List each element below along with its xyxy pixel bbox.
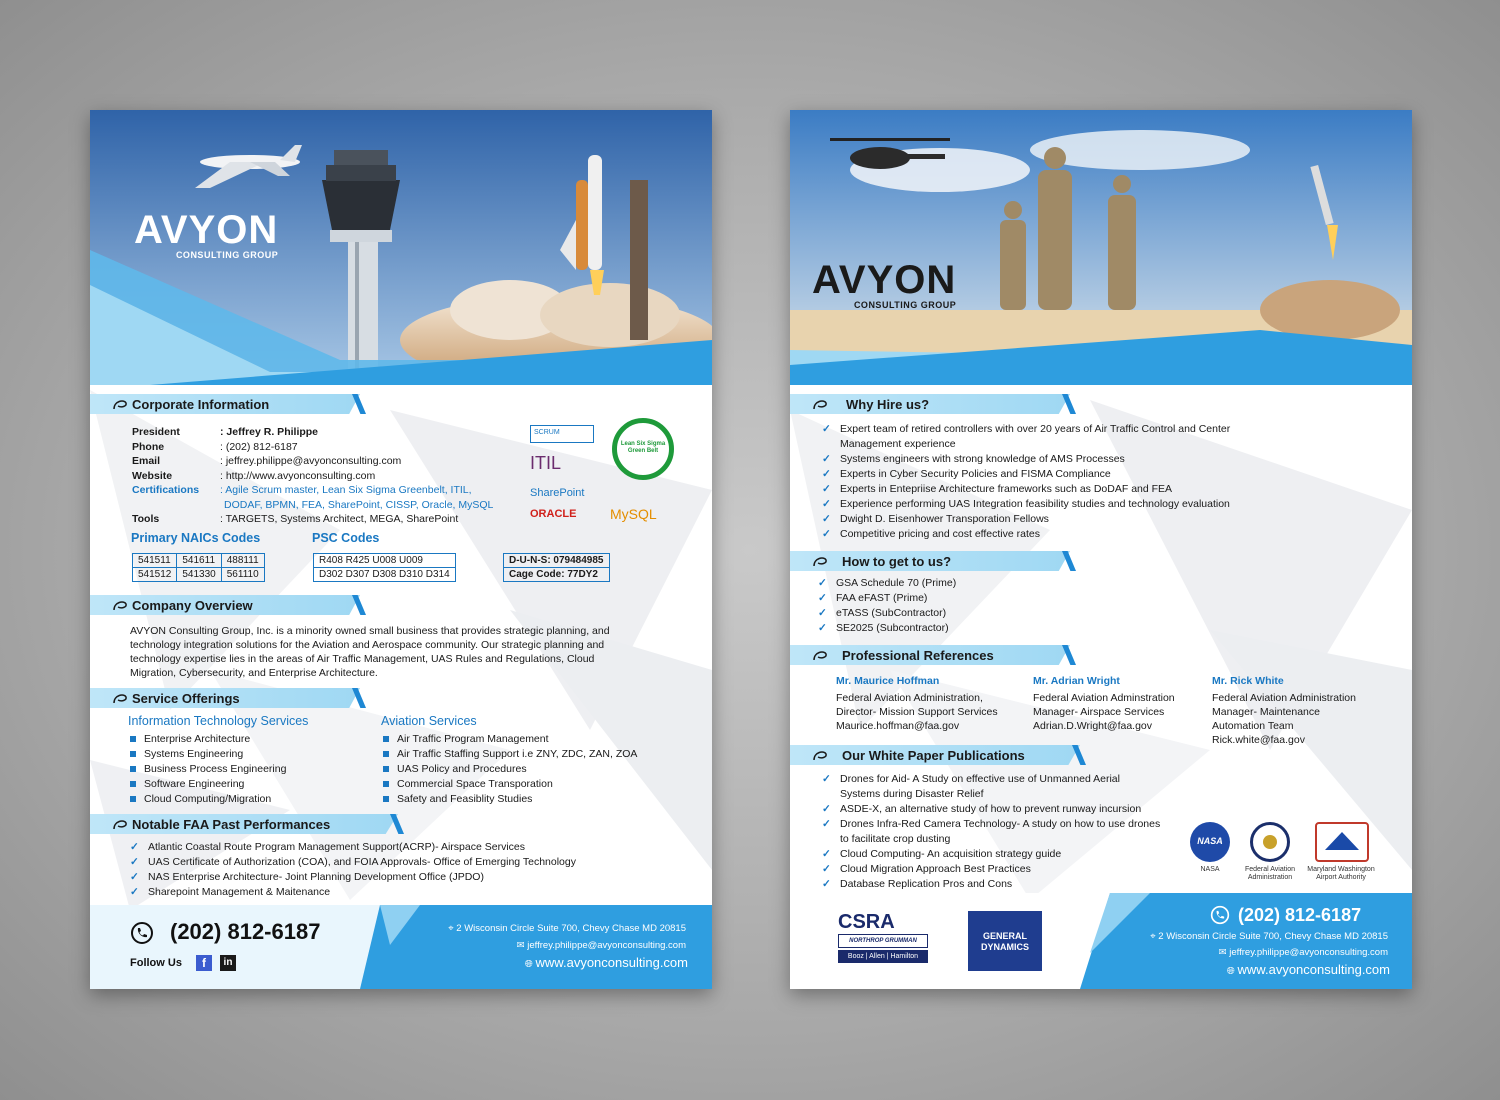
itil-logo: ITIL xyxy=(530,453,562,473)
facebook-icon[interactable]: f xyxy=(196,955,212,971)
section-band-corporate xyxy=(90,394,370,414)
footer-front xyxy=(90,905,712,989)
psc-title: PSC Codes xyxy=(312,531,380,545)
section-title-services: Service Offerings xyxy=(132,691,240,706)
section-band-howto xyxy=(790,551,1080,571)
section-title-papers: Our White Paper Publications xyxy=(842,748,1025,763)
brand-logo: AVYON CONSULTING GROUP xyxy=(134,208,279,260)
papers-list: ✓ Drones for Aid- A Study on effective use of Unmanned Aerial Systems during Disaster Relief ✓ ASDE-X, an alternative study of how to prevent runway incursion ✓ Drones Infra-Red Camera Technology- A study on how to use drones to facilitate crop dusting ✓ Cloud Computing- An acquisition strategy guide ✓ Cloud Migration Approach Best Practices ✓ Database Replication Pros and Cons xyxy=(822,772,1160,892)
oracle-logo: ORACLE xyxy=(530,508,577,520)
mwaa-caption: Maryland Washington Airport Authority xyxy=(1307,866,1375,881)
section-band-papers xyxy=(790,745,1090,765)
corporate-row-value: : TARGETS, Systems Architect, MEGA, SharePoint xyxy=(220,513,459,525)
it-services-list: Enterprise Architecture Systems Engineering Business Process Engineering Software Engineering Cloud Computing/Migration xyxy=(128,732,286,807)
section-title-refs: Professional References xyxy=(842,648,994,663)
corporate-row-value[interactable]: : http://www.avyonconsulting.com xyxy=(220,469,376,482)
partner-csra-logo: CSRA NORTHROP GRUMMAN Booz | Allen | Hamilton xyxy=(838,911,928,973)
flyer-front xyxy=(90,110,712,989)
howto-list: ✓ GSA Schedule 70 (Prime) ✓ FAA eFAST (Prime) ✓ eTASS (SubContractor) ✓ SE2025 (Subcontractor) xyxy=(818,576,956,636)
footer-phone[interactable]: (202) 812-6187 xyxy=(170,919,321,944)
aviation-services-list: Air Traffic Program Management Air Traffic Staffing Support i.e ZNY, ZDC, ZAN, ZOA UAS Policy and Procedures Commercial Space Transporation Safety and Feasiblity Studies xyxy=(381,732,637,807)
overview-text: AVYON Consulting Group, Inc. is a minority owned small business that provides strategic planning, and technology integration solutions for the Aviation and Aerospace community. Our strategic planning and technology expertise lies in the areas of Air Traffic Management, UAS Rules and Regulations, Cloud Migration, Cybersecurity, and Enterprise Architecture. xyxy=(130,625,610,679)
northrop-grumman-logo: NORTHROP GRUMMAN xyxy=(838,934,928,948)
duns-box: D-U-N-S: 079484985 Cage Code: 77DY2 xyxy=(503,553,610,582)
sharepoint-logo: SharePoint xyxy=(530,487,585,499)
phone-icon xyxy=(1210,905,1230,925)
globe-icon: 🌐︎ xyxy=(524,959,536,970)
swirl-icon xyxy=(112,397,128,411)
section-band-overview xyxy=(90,595,370,615)
footer-address: ⌖ 2 Wisconsin Circle Suite 700, Chevy Chase MD 20815 xyxy=(1150,931,1388,942)
corporate-row-label: Website xyxy=(132,469,173,482)
mysql-logo: MySQL xyxy=(610,506,657,522)
section-band-services xyxy=(90,688,370,708)
corporate-row-label: Certifications xyxy=(132,484,200,496)
brand-logo: AVYON CONSULTING GROUP xyxy=(812,258,957,310)
corporate-row-label: President xyxy=(132,426,180,438)
footer-website[interactable]: 🌐︎ www.avyonconsulting.com xyxy=(524,955,688,970)
naics-title: Primary NAICs Codes xyxy=(131,531,261,545)
hero-image xyxy=(90,110,712,385)
section-title-faa: Notable FAA Past Performances xyxy=(132,817,331,832)
reference-hoffman: Mr. Maurice Hoffman Federal Aviation Administration, Director- Mission Support Services Maurice.hoffman@faa.gov xyxy=(836,675,998,732)
section-band-faa xyxy=(90,814,410,834)
nasa-seal: NASA xyxy=(1190,822,1230,862)
flyer-back xyxy=(790,110,1412,989)
section-title-overview: Company Overview xyxy=(132,598,253,613)
faa-list: ✓ Atlantic Coastal Route Program Management Support(ACRP)- Airspace Services ✓ UAS Certificate of Authorization (COA), and FOIA Approvals- Office of Emerging Technology ✓ NAS Enterprise Architecture- Joint Planning Development Office (JPDO) ✓ Sharepoint Management & Maitenance xyxy=(130,840,576,900)
section-band-why xyxy=(790,394,1080,414)
aviation-services-title: Aviation Services xyxy=(381,714,477,728)
general-dynamics-logo: GENERAL DYNAMICS xyxy=(968,911,1042,971)
six-sigma-logo: Lean Six Sigma Green Belt xyxy=(612,418,674,480)
psc-table: R408 R425 U008 U009 D302 D307 D308 D310 D314 xyxy=(313,553,456,582)
booz-allen-logo: Booz | Allen | Hamilton xyxy=(838,950,928,963)
phone-icon xyxy=(130,921,154,945)
hero-image xyxy=(790,110,1412,385)
follow-us-label: Follow Us xyxy=(130,957,182,969)
corporate-row-label: Tools xyxy=(132,513,160,525)
it-services-title: Information Technology Services xyxy=(128,714,309,728)
nasa-caption: NASA xyxy=(1200,866,1220,873)
faa-caption: Federal Aviation Administration xyxy=(1244,866,1296,881)
footer-phone[interactable]: (202) 812-6187 xyxy=(1238,905,1362,925)
corporate-row-value: : Jeffrey R. Philippe xyxy=(220,426,319,438)
section-title-corporate: Corporate Information xyxy=(132,397,270,412)
corporate-row-value: : (202) 812-6187 xyxy=(220,440,298,453)
why-list: ✓ Expert team of retired controllers with over 20 years of Air Traffic Control and Center Management experience ✓ Systems engineers with strong knowledge of AMS Processes ✓ Experts in Cyber Security Policies and FISMA Compliance ✓ Experts in Entepriise Architecture frameworks such as DoDAF and FEA ✓ Experience performing UAS Integration feasibility studies and technology evaluation ✓ Dwight D. Eisenhower Transporation Fellows ✓ Competitive pricing and cost effective rates xyxy=(822,422,1230,542)
linkedin-icon[interactable]: in xyxy=(220,955,236,971)
section-title-why: Why Hire us? xyxy=(846,397,930,412)
section-title-howto: How to get to us? xyxy=(842,554,952,569)
corporate-row-value: DODAF, BPMN, FEA, SharePoint, CISSP, Oracle, MySQL xyxy=(224,498,494,511)
reference-wright: Mr. Adrian Wright Federal Aviation Adminstration Manager- Airspace Services Adrian.D.Wright@faa.gov xyxy=(1033,675,1175,732)
footer-address: ⌖ 2 Wisconsin Circle Suite 700, Chevy Chase MD 20815 xyxy=(448,923,686,934)
mwaa-seal xyxy=(1315,822,1369,862)
scrum-logo: SCRUM xyxy=(530,425,594,443)
globe-icon: 🌐︎ xyxy=(1226,966,1238,977)
location-icon: ⌖ xyxy=(448,923,457,934)
mail-icon: ✉ xyxy=(1218,947,1230,958)
mail-icon: ✉ xyxy=(516,940,528,951)
footer-email[interactable]: ✉ jeffrey.philippe@avyonconsulting.com xyxy=(516,940,686,951)
footer-email[interactable]: ✉ jeffrey.philippe@avyonconsulting.com xyxy=(1218,947,1388,958)
footer-website[interactable]: 🌐︎ www.avyonconsulting.com xyxy=(1226,962,1390,977)
section-band-refs xyxy=(790,645,1080,665)
corporate-row-label: Email xyxy=(132,455,161,467)
faa-seal xyxy=(1250,822,1290,862)
corporate-row-value: : Agile Scrum master, Lean Six Sigma Greenbelt, ITIL, xyxy=(220,484,472,496)
corporate-row-label: Phone xyxy=(132,440,165,453)
corporate-row-value[interactable]: : jeffrey.philippe@avyonconsulting.com xyxy=(220,455,402,467)
location-icon: ⌖ xyxy=(1150,931,1159,942)
footer-back xyxy=(790,893,1412,989)
naics-table: 541511 541611 488111 541512 541330 561110 xyxy=(132,553,265,582)
reference-white: Mr. Rick White Federal Aviation Administration Manager- Maintenance Automation Team Rick.white@faa.gov xyxy=(1212,675,1356,746)
